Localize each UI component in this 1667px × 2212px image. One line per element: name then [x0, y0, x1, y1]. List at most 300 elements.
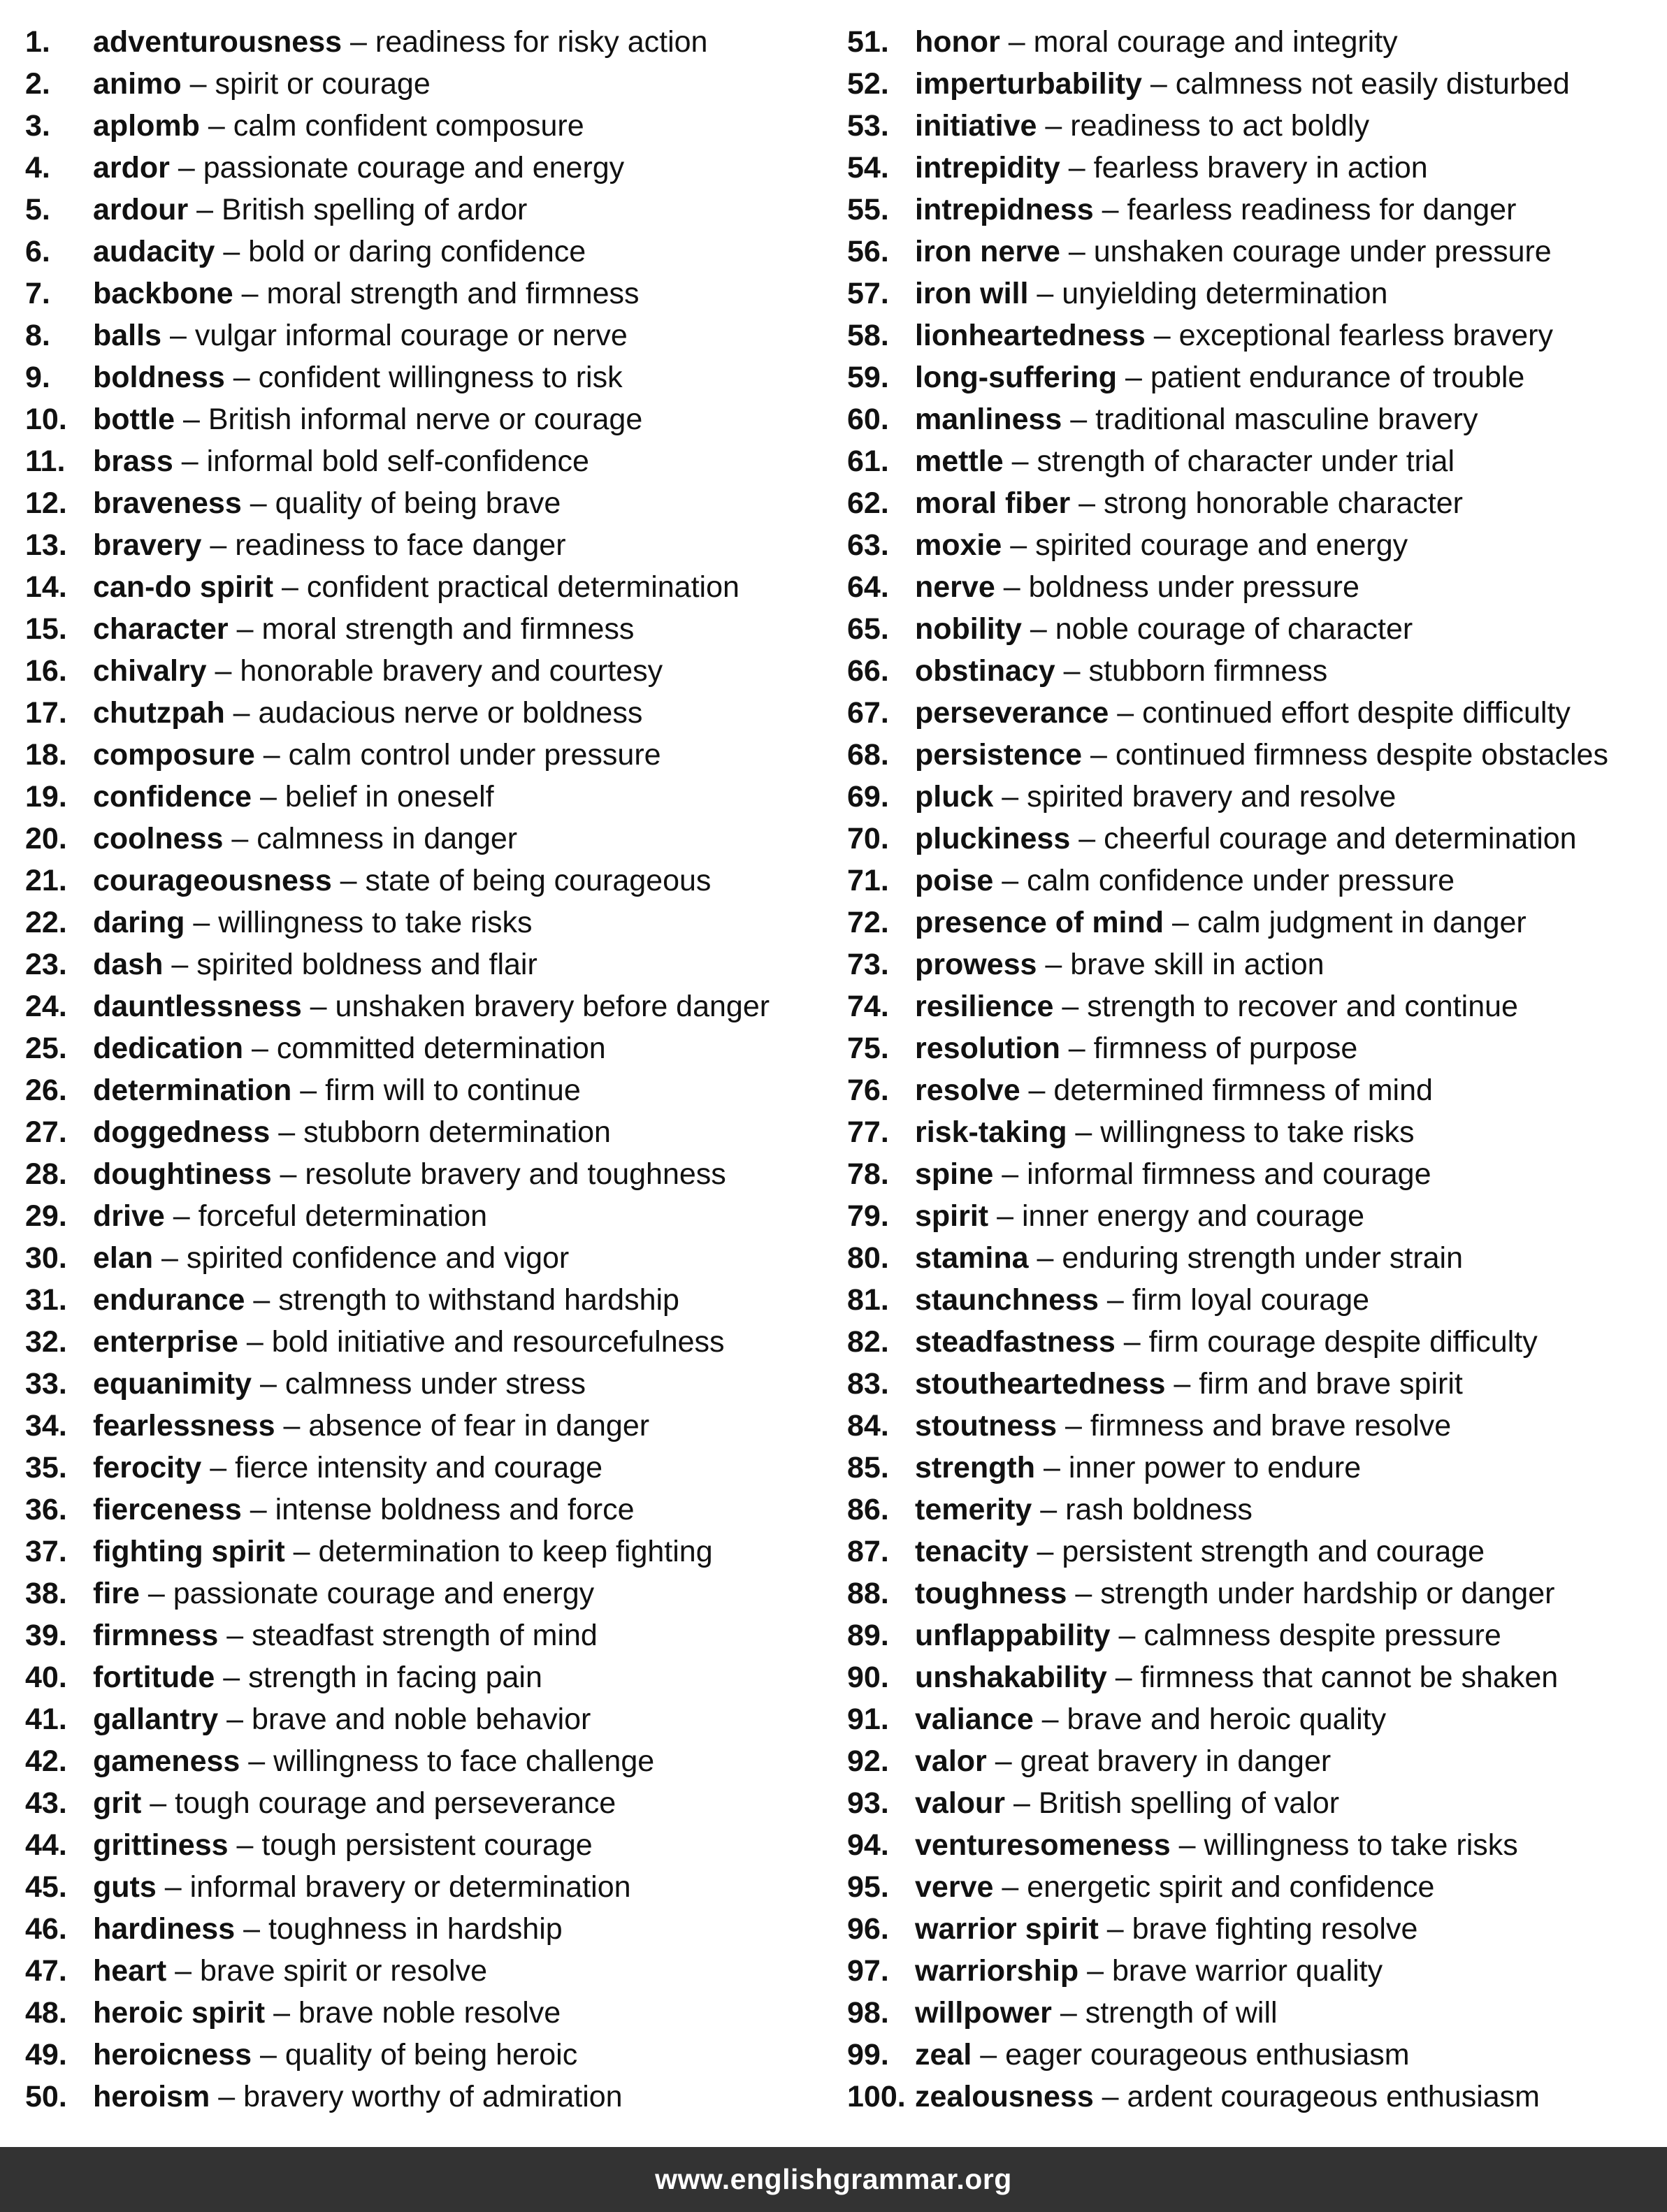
list-item: [25, 1405, 850, 1447]
list-item: [25, 1824, 850, 1866]
item-word: risk-taking: [915, 1115, 1067, 1149]
item-number: 99.: [847, 2038, 889, 2072]
item-definition: stubborn determination: [303, 1115, 611, 1149]
list-item: [25, 1027, 850, 1069]
item-definition: strength in facing pain: [248, 1661, 542, 1694]
item-definition: strength to withstand hardship: [278, 1283, 679, 1317]
item-number: 64.: [847, 570, 889, 604]
item-number: 93.: [847, 1786, 889, 1820]
item-word: animo: [93, 67, 182, 101]
item-number: 54.: [847, 151, 889, 185]
item-definition: spirited confidence and vigor: [186, 1241, 570, 1275]
item-word: audacity: [93, 235, 215, 268]
item-definition: forceful determination: [198, 1199, 488, 1233]
item-separator: –: [241, 1493, 275, 1526]
list-item: [25, 1908, 850, 1950]
item-word: heroicness: [93, 2038, 252, 2072]
item-definition: readiness to act boldly: [1070, 109, 1370, 143]
item-separator: –: [185, 906, 219, 939]
item-separator: –: [141, 1786, 175, 1820]
item-word: mettle: [915, 444, 1004, 478]
item-word: valour: [915, 1786, 1006, 1820]
list-item: [25, 1069, 850, 1111]
item-number: 11.: [25, 444, 66, 478]
item-word: persistence: [915, 738, 1083, 772]
list-item: [847, 566, 1667, 608]
list-item: [847, 1531, 1667, 1573]
list-item: [847, 1237, 1667, 1279]
item-separator: –: [1117, 361, 1150, 394]
list-item: [847, 1866, 1667, 1908]
item-word: spine: [915, 1157, 994, 1191]
item-definition: strong honorable character: [1104, 486, 1463, 520]
item-word: strength: [915, 1451, 1035, 1484]
item-word: heart: [93, 1954, 167, 1988]
item-word: venturesomeness: [915, 1828, 1171, 1862]
item-number: 2.: [25, 67, 50, 101]
item-number: 63.: [847, 528, 889, 562]
item-definition: confident willingness to risk: [258, 361, 623, 394]
item-definition: British informal nerve or courage: [208, 403, 643, 436]
item-word: ardor: [93, 151, 170, 185]
item-definition: spirited bravery and resolve: [1027, 780, 1397, 814]
item-separator: –: [224, 696, 259, 730]
item-separator: –: [291, 1074, 326, 1107]
item-definition: moral courage and integrity: [1033, 25, 1398, 59]
item-word: iron will: [915, 277, 1029, 310]
item-separator: –: [1037, 948, 1071, 981]
item-definition: informal firmness and courage: [1027, 1157, 1431, 1191]
item-number: 40.: [25, 1661, 67, 1694]
list-item: [25, 482, 850, 524]
item-definition: fearless bravery in action: [1093, 151, 1428, 185]
item-separator: –: [1067, 1115, 1101, 1149]
list-item: [847, 1992, 1667, 2034]
item-separator: –: [1002, 528, 1036, 562]
item-separator: –: [275, 1409, 309, 1443]
item-word: chivalry: [93, 654, 207, 688]
item-separator: –: [1078, 1954, 1112, 1988]
item-separator: –: [252, 780, 285, 814]
item-word: doggedness: [93, 1115, 270, 1149]
item-separator: –: [271, 1157, 305, 1191]
item-definition: spirited courage and energy: [1035, 528, 1408, 562]
list-item: [847, 1489, 1667, 1531]
item-separator: –: [993, 780, 1027, 814]
footer-website-url[interactable]: www.englishgrammar.org: [655, 2163, 1012, 2195]
item-number: 31.: [25, 1283, 67, 1317]
item-definition: brave fighting resolve: [1132, 1912, 1418, 1946]
item-word: elan: [93, 1241, 154, 1275]
list-item: [847, 189, 1667, 231]
item-separator: –: [139, 1577, 173, 1610]
item-word: warrior spirit: [915, 1912, 1099, 1946]
item-definition: inner energy and courage: [1021, 1199, 1365, 1233]
list-item: [25, 1866, 850, 1908]
item-separator: –: [342, 25, 375, 59]
item-separator: –: [163, 948, 197, 981]
item-word: stoutheartedness: [915, 1367, 1166, 1401]
list-item: [847, 63, 1667, 105]
item-number: 41.: [25, 1703, 67, 1736]
item-word: daring: [93, 906, 185, 939]
list-item: [847, 1740, 1667, 1782]
item-word: poise: [915, 864, 994, 897]
item-word: fierceness: [93, 1493, 242, 1526]
list-item: [847, 776, 1667, 818]
item-number: 13.: [25, 528, 67, 562]
item-word: enterprise: [93, 1325, 238, 1359]
item-word: unshakability: [915, 1661, 1107, 1694]
item-number: 44.: [25, 1828, 67, 1862]
list-item: [847, 650, 1667, 692]
item-number: 75.: [847, 1032, 889, 1065]
item-separator: –: [188, 193, 222, 226]
item-separator: –: [1106, 1661, 1141, 1694]
list-item: [847, 1321, 1667, 1363]
item-separator: –: [166, 1954, 200, 1988]
item-word: iron nerve: [915, 235, 1060, 268]
list-item: [25, 818, 850, 860]
item-word: grittiness: [93, 1828, 229, 1862]
list-item: [847, 1027, 1667, 1069]
item-separator: –: [1003, 444, 1037, 478]
item-definition: committed determination: [276, 1032, 606, 1065]
item-number: 50.: [25, 2080, 67, 2113]
list-item: [25, 566, 850, 608]
list-item: [847, 1782, 1667, 1824]
item-separator: –: [1141, 67, 1176, 101]
list-item: [25, 315, 850, 356]
item-separator: –: [1028, 1535, 1062, 1568]
list-item: [25, 1195, 850, 1237]
item-word: equanimity: [93, 1367, 252, 1401]
item-definition: traditional masculine bravery: [1095, 403, 1478, 436]
item-separator: –: [1028, 277, 1062, 310]
item-word: confidence: [93, 780, 252, 814]
item-definition: rash boldness: [1065, 1493, 1253, 1526]
item-number: 61.: [847, 444, 889, 478]
item-word: valor: [915, 1744, 987, 1778]
item-number: 76.: [847, 1074, 889, 1107]
list-item: [25, 189, 850, 231]
item-number: 46.: [25, 1912, 67, 1946]
item-number: 9.: [25, 361, 50, 394]
item-word: endurance: [93, 1283, 245, 1317]
item-separator: –: [218, 1703, 252, 1736]
item-separator: –: [1020, 1074, 1054, 1107]
item-number: 55.: [847, 193, 889, 226]
list-item: [847, 860, 1667, 902]
item-definition: energetic spirit and confidence: [1027, 1870, 1435, 1904]
item-number: 90.: [847, 1661, 889, 1694]
item-definition: informal bravery or determination: [189, 1870, 631, 1904]
list-item: [847, 1824, 1667, 1866]
item-number: 18.: [25, 738, 67, 772]
item-definition: unyielding determination: [1062, 277, 1388, 310]
item-word: stoutness: [915, 1409, 1058, 1443]
item-number: 49.: [25, 2038, 67, 2072]
list-item: [25, 860, 850, 902]
item-word: presence of mind: [915, 906, 1164, 939]
item-separator: –: [265, 1996, 298, 2030]
item-definition: boldness under pressure: [1028, 570, 1359, 604]
item-word: tenacity: [915, 1535, 1029, 1568]
item-number: 29.: [25, 1199, 67, 1233]
item-separator: –: [1055, 654, 1089, 688]
item-word: dedication: [93, 1032, 244, 1065]
item-word: drive: [93, 1199, 165, 1233]
list-item: [847, 1195, 1667, 1237]
item-separator: –: [245, 1283, 279, 1317]
footer-bar: [0, 2147, 1667, 2212]
list-item: [25, 1279, 850, 1321]
list-item: [25, 650, 850, 692]
item-definition: continued effort despite difficulty: [1142, 696, 1571, 730]
item-separator: –: [223, 822, 257, 855]
item-separator: –: [215, 1661, 249, 1694]
item-separator: –: [1165, 1367, 1199, 1401]
item-definition: noble courage of character: [1055, 612, 1413, 646]
item-definition: readiness to face danger: [235, 528, 566, 562]
item-word: unflappability: [915, 1619, 1111, 1652]
item-definition: strength under hardship or danger: [1100, 1577, 1555, 1610]
list-item: [847, 734, 1667, 776]
list-item: [25, 1153, 850, 1195]
item-number: 23.: [25, 948, 67, 981]
item-definition: passionate courage and energy: [173, 1577, 595, 1610]
item-number: 91.: [847, 1703, 889, 1736]
item-word: zealousness: [915, 2080, 1094, 2113]
item-separator: –: [252, 1367, 285, 1401]
list-item: [847, 440, 1667, 482]
word-list-column-left: [25, 21, 850, 2118]
list-item: [25, 1531, 850, 1573]
item-definition: bold initiative and resourcefulness: [271, 1325, 725, 1359]
item-separator: –: [331, 864, 366, 897]
item-definition: cheerful courage and determination: [1104, 822, 1577, 855]
item-number: 3.: [25, 109, 50, 143]
list-item: [25, 1447, 850, 1489]
item-word: prowess: [915, 948, 1037, 981]
item-definition: absence of fear in danger: [308, 1409, 650, 1443]
list-item: [847, 1153, 1667, 1195]
item-definition: calm judgment in danger: [1197, 906, 1527, 939]
list-item: [25, 1656, 850, 1698]
item-definition: unshaken courage under pressure: [1093, 235, 1552, 268]
item-definition: inner power to endure: [1068, 1451, 1362, 1484]
item-definition: exceptional fearless bravery: [1178, 319, 1553, 352]
item-definition: calmness under stress: [284, 1367, 586, 1401]
item-word: steadfastness: [915, 1325, 1116, 1359]
list-item: [25, 1321, 850, 1363]
item-number: 34.: [25, 1409, 67, 1443]
list-item: [847, 1698, 1667, 1740]
list-item: [847, 1573, 1667, 1614]
item-word: hardiness: [93, 1912, 236, 1946]
list-item: [847, 1447, 1667, 1489]
item-number: 37.: [25, 1535, 67, 1568]
list-item: [25, 2034, 850, 2076]
item-word: long-suffering: [915, 361, 1118, 394]
list-item: [25, 63, 850, 105]
item-number: 45.: [25, 1870, 67, 1904]
item-word: manliness: [915, 403, 1062, 436]
item-number: 48.: [25, 1996, 67, 2030]
item-word: imperturbability: [915, 67, 1142, 101]
item-number: 32.: [25, 1325, 67, 1359]
item-definition: intense boldness and force: [275, 1493, 635, 1526]
list-item: [25, 1782, 850, 1824]
item-number: 74.: [847, 990, 889, 1023]
item-separator: –: [1060, 235, 1094, 268]
item-separator: –: [206, 654, 240, 688]
item-separator: –: [243, 1032, 277, 1065]
item-word: bottle: [93, 403, 175, 436]
item-word: verve: [915, 1870, 994, 1904]
item-separator: –: [1028, 1241, 1062, 1275]
item-definition: moral strength and firmness: [266, 277, 640, 310]
item-definition: calmness in danger: [257, 822, 518, 855]
item-separator: –: [1082, 738, 1116, 772]
item-definition: honorable bravery and courtesy: [240, 654, 663, 688]
item-number: 92.: [847, 1744, 889, 1778]
item-number: 59.: [847, 361, 889, 394]
item-word: heroism: [93, 2080, 210, 2113]
item-definition: belief in oneself: [284, 780, 494, 814]
list-item: [847, 902, 1667, 944]
item-word: moral fiber: [915, 486, 1071, 520]
item-word: stamina: [915, 1241, 1029, 1275]
item-separator: –: [1035, 1451, 1069, 1484]
list-item: [847, 147, 1667, 189]
item-number: 69.: [847, 780, 889, 814]
item-number: 24.: [25, 990, 67, 1023]
item-definition: stubborn firmness: [1088, 654, 1328, 688]
item-number: 80.: [847, 1241, 889, 1275]
item-definition: willingness to face challenge: [273, 1744, 655, 1778]
item-separator: –: [201, 528, 236, 562]
item-number: 83.: [847, 1367, 889, 1401]
item-separator: –: [1115, 1325, 1149, 1359]
item-number: 51.: [847, 25, 889, 59]
item-definition: British spelling of ardor: [222, 193, 528, 226]
item-definition: calm confidence under pressure: [1027, 864, 1455, 897]
list-item: [847, 1950, 1667, 1992]
item-number: 25.: [25, 1032, 67, 1065]
item-number: 78.: [847, 1157, 889, 1191]
item-word: intrepidity: [915, 151, 1060, 185]
item-number: 19.: [25, 780, 67, 814]
item-number: 8.: [25, 319, 50, 352]
item-word: resolve: [915, 1074, 1020, 1107]
item-definition: spirited boldness and flair: [196, 948, 537, 981]
item-separator: –: [218, 1619, 252, 1652]
item-separator: –: [284, 1535, 319, 1568]
item-word: dash: [93, 948, 164, 981]
item-definition: quality of being heroic: [284, 2038, 578, 2072]
item-definition: brave and noble behavior: [252, 1703, 591, 1736]
item-definition: spirit or courage: [215, 67, 431, 101]
item-number: 68.: [847, 738, 889, 772]
item-separator: –: [201, 1451, 236, 1484]
item-definition: fearless readiness for danger: [1127, 193, 1517, 226]
item-word: coolness: [93, 822, 224, 855]
item-separator: –: [215, 235, 249, 268]
item-word: gallantry: [93, 1703, 219, 1736]
item-separator: –: [1098, 1283, 1132, 1317]
list-item: [847, 1656, 1667, 1698]
item-word: fearlessness: [93, 1409, 275, 1443]
item-word: temerity: [915, 1493, 1032, 1526]
list-item: [25, 524, 850, 566]
list-item: [25, 1111, 850, 1153]
item-definition: fierce intensity and courage: [235, 1451, 603, 1484]
item-word: perseverance: [915, 696, 1109, 730]
item-separator: –: [273, 570, 307, 604]
item-definition: determination to keep fighting: [318, 1535, 713, 1568]
item-definition: great bravery in danger: [1020, 1744, 1332, 1778]
item-definition: calm control under pressure: [288, 738, 661, 772]
item-word: resilience: [915, 990, 1054, 1023]
item-separator: –: [1005, 1786, 1039, 1820]
item-word: ardour: [93, 193, 189, 226]
item-definition: British spelling of valor: [1038, 1786, 1340, 1820]
item-separator: –: [241, 486, 275, 520]
item-number: 94.: [847, 1828, 889, 1862]
item-number: 26.: [25, 1074, 67, 1107]
item-number: 28.: [25, 1157, 67, 1191]
item-word: firmness: [93, 1619, 219, 1652]
item-separator: –: [224, 361, 259, 394]
list-item: [847, 482, 1667, 524]
item-word: doughtiness: [93, 1157, 272, 1191]
item-number: 27.: [25, 1115, 67, 1149]
item-number: 86.: [847, 1493, 889, 1526]
list-item: [847, 105, 1667, 147]
item-definition: willingness to take risks: [218, 906, 533, 939]
item-separator: –: [1033, 1703, 1067, 1736]
item-definition: firm and brave spirit: [1199, 1367, 1463, 1401]
item-word: adventurousness: [93, 25, 342, 59]
item-definition: tough courage and perseverance: [175, 1786, 616, 1820]
item-separator: –: [210, 2080, 244, 2113]
item-separator: –: [175, 403, 208, 436]
list-item: [25, 692, 850, 734]
item-definition: willingness to take risks: [1204, 1828, 1518, 1862]
item-separator: –: [1053, 990, 1088, 1023]
item-separator: –: [301, 990, 335, 1023]
item-word: gameness: [93, 1744, 240, 1778]
list-item: [25, 1237, 850, 1279]
item-number: 20.: [25, 822, 67, 855]
item-definition: strength of character under trial: [1037, 444, 1455, 478]
item-number: 71.: [847, 864, 889, 897]
item-separator: –: [199, 109, 233, 143]
item-word: honor: [915, 25, 1000, 59]
item-separator: –: [238, 1325, 272, 1359]
item-definition: steadfast strength of mind: [252, 1619, 598, 1652]
list-item: [25, 1573, 850, 1614]
item-number: 79.: [847, 1199, 889, 1233]
item-word: fighting spirit: [93, 1535, 285, 1568]
item-number: 15.: [25, 612, 67, 646]
item-definition: tough persistent courage: [261, 1828, 593, 1862]
item-word: moxie: [915, 528, 1002, 562]
list-item: [25, 985, 850, 1027]
item-separator: –: [153, 1241, 187, 1275]
item-number: 14.: [25, 570, 67, 604]
